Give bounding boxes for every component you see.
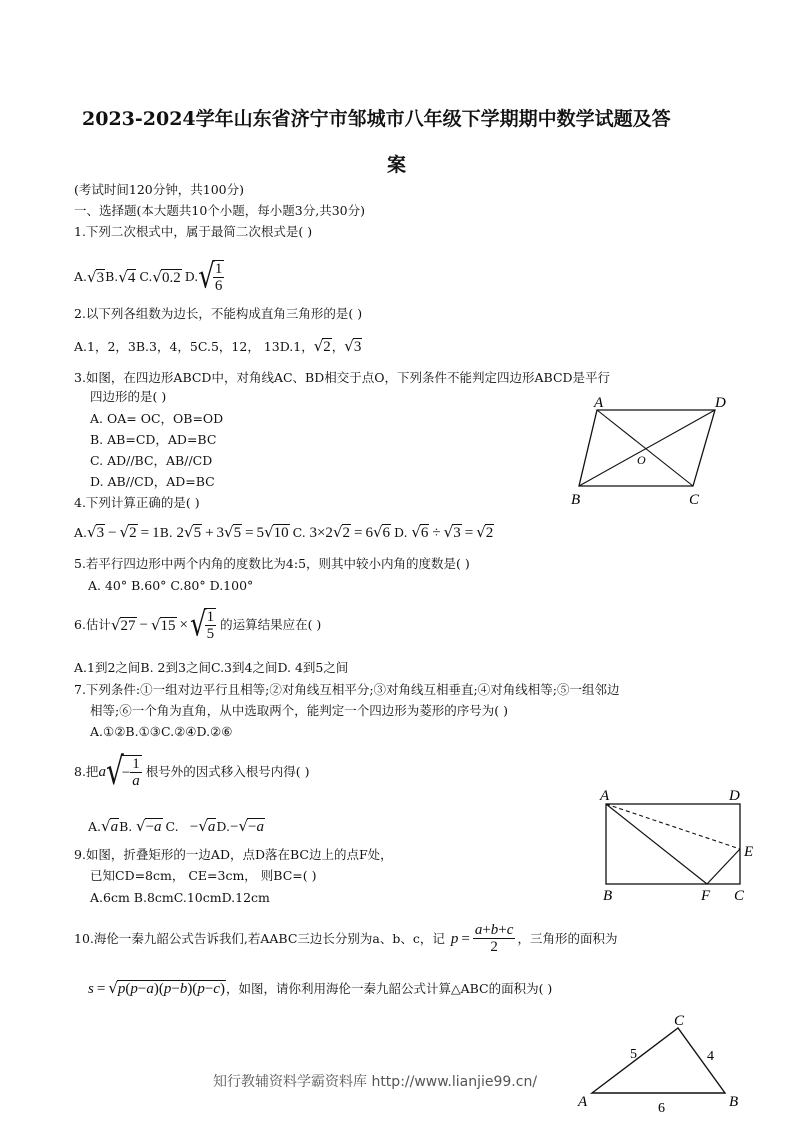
q6-line — [74, 605, 322, 645]
q1-c-radicand: 0.2 — [161, 269, 181, 286]
footer-watermark: 知行教辅资料学霸资料库 http://www.lianjie99.cn/ — [213, 1074, 538, 1090]
q10-fig-label-b: B — [729, 1094, 739, 1110]
q2-opts-text: A.1，2，3B.3，4，5C.5，12， 13D.1， — [74, 338, 314, 354]
q4-opt-c-math: 3×2√2 = 6√6 — [305, 523, 391, 541]
q8-opt-c-label: C. — [165, 818, 179, 834]
q2-sqrt2: √2 — [313, 337, 331, 355]
q8-line — [74, 749, 310, 794]
q1-opt-c-label: C. — [139, 269, 153, 284]
q10-fig-side-ab: 6 — [658, 1101, 665, 1116]
q3-stem-line1: 3.如图，在四边形ABCD中，对角线AC、BD相交于点O，下列条件不能判定四边形ABCD是平行 — [74, 370, 611, 385]
q8-fig-label-b: B — [603, 888, 613, 904]
q3-opt-c: C. AD//BC，AB//CD — [90, 453, 213, 468]
q2-options — [74, 338, 362, 355]
q1-opt-b-label: B. — [105, 269, 119, 284]
q10-fig-label-a: A — [578, 1094, 588, 1110]
q10-fig-side-ac: 5 — [630, 1047, 637, 1062]
page-title: 2023-2024学年山东省济宁市邹城市八年级下学期期中数学试题及答 — [82, 108, 671, 130]
q4-opt-b-math: 2√5 + 3√5 = 5√10 — [172, 523, 289, 541]
q8-opt-a-label: A. — [88, 818, 102, 834]
q10-triangle-figure — [570, 1008, 750, 1116]
q6-post: 的运算结果应在( ) — [220, 617, 322, 632]
q8-options — [88, 818, 265, 835]
q8-fig-label-e: E — [744, 844, 754, 860]
q4-stem: 4.下列计算正确的是( ) — [74, 495, 200, 510]
q1-opt-d-math: √ $\frac{1}{6}$ — [198, 257, 223, 297]
q8-opt-b-label: B. — [119, 818, 133, 834]
q6-options: A.1到2之间B. 2到3之间C.3到4之间D. 4到5之间 — [74, 660, 349, 675]
q4-opt-a-math: √3 − √2 = 1 — [87, 523, 160, 541]
q3-stem-line2: 四边形的是( ) — [90, 389, 167, 404]
q8-rectangle-figure — [595, 782, 765, 904]
q10-line2 — [88, 980, 552, 997]
q4-options — [74, 524, 494, 541]
q6-pre: 6.估计 — [74, 617, 111, 632]
q1-opt-a-math: √3 — [87, 267, 105, 286]
q10-line1 — [74, 922, 617, 955]
q2-r2: 2 — [323, 339, 331, 355]
q6-expression: √ 27 − √ 15 × √ $\frac{1}{5}$ — [110, 605, 215, 645]
q5-stem: 5.若平行四边形中两个内角的度数比为4:5，则其中较小内角的度数是( ) — [74, 556, 470, 571]
q3-fig-label-o: O — [637, 453, 646, 467]
q10-line2-text: ，如图，请你利用海伦一秦九韶公式计算△ABC的面积为( ) — [225, 980, 553, 996]
q10-fig-label-c: C — [674, 1013, 685, 1029]
q9-options: A.6cm B.8cmC.10cmD.12cm — [90, 890, 270, 905]
q3-fig-label-d: D — [715, 395, 726, 411]
q10-pre: 10.海伦一秦九韶公式告诉我们,若AABC三边长分别为a、b、c，记 — [74, 930, 445, 946]
q10-p-formula: p = $\frac{a+b+c}{2}$ — [450, 922, 514, 955]
q1-opt-c-math: √0.2 — [152, 267, 181, 286]
q2-r3: 3 — [353, 339, 362, 355]
q1-opt-d-label: D. — [184, 269, 199, 284]
section-heading: 一、选择题(本大题共10个小题，每小题3分,共30分) — [74, 203, 365, 218]
q1-d-num: 1 — [214, 261, 223, 277]
q9-stem-line1: 9.如图，折叠矩形的一边AD，点D落在BC边上的点F处， — [74, 847, 393, 862]
q3-fig-label-b: B — [571, 492, 581, 508]
q3-parallelogram-figure — [565, 392, 740, 510]
q2-sep: ， — [331, 338, 345, 354]
q2-sqrt3: √3 — [344, 337, 362, 355]
q8-expression: a √ − $\frac{1}{a}$ — [98, 749, 140, 794]
q1-options — [74, 257, 224, 297]
q1-a-radicand: 3 — [96, 269, 105, 286]
q8-opt-d-math: −√−a — [229, 817, 264, 835]
q8-fig-label-c: C — [734, 888, 745, 904]
q1-opt-b-math: √4 — [118, 267, 136, 286]
q4-opt-d-math: √6 ÷ √3 = √2 — [411, 523, 494, 541]
q8-fig-label-d: D — [729, 788, 740, 804]
q1-d-den: 6 — [214, 278, 223, 294]
q1-stem: 1.下列二次根式中，属于最简二次根式是( ) — [74, 224, 313, 239]
page-title-cont: 案 — [387, 154, 407, 176]
q7-stem-line2: 相等;⑥一个角为直角，从中选取两个，能判定一个四边形为菱形的序号为( ) — [90, 703, 508, 718]
q8-opt-c-math: −√a — [178, 817, 216, 835]
q8-pre: 8.把 — [74, 764, 99, 779]
q10-fig-side-bc: 4 — [707, 1049, 714, 1064]
q3-opt-d: D. AB//CD，AD=BC — [90, 474, 215, 489]
q1-b-radicand: 4 — [127, 269, 136, 286]
q8-fig-label-f: F — [701, 888, 711, 904]
q3-opt-a: A. OA= OC，OB=OD — [90, 411, 224, 426]
q10-area-formula: s = √p(p−a)(p−b)(p−c) — [88, 979, 225, 997]
q5-options: A. 40° B.60° C.80° D.100° — [88, 578, 254, 593]
q2-stem: 2.以下列各组数为边长，不能构成直角三角形的是( ) — [74, 306, 363, 321]
q10-post: ，三角形的面积为 — [517, 930, 618, 946]
q7-options: A.①②B.①③C.②④D.②⑥ — [90, 724, 233, 739]
q8-post: 根号外的因式移入根号内得( ) — [145, 764, 310, 779]
q8-fig-label-a: A — [600, 788, 610, 804]
q3-opt-b: B. AB=CD，AD=BC — [90, 432, 217, 447]
exam-info: (考试时间120分钟，共100分) — [74, 182, 244, 197]
q4-opt-b-label: B. — [159, 524, 173, 540]
q7-stem-line1: 7.下列条件:①一组对边平行且相等;②对角线互相平分;③对角线互相垂直;④对角线相等;⑤一组邻边 — [74, 682, 620, 697]
q8-opt-b-math: √−a — [136, 817, 162, 835]
q4-opt-d-label: D. — [394, 524, 408, 540]
q8-opt-a-math: √a — [101, 817, 119, 835]
q4-opt-a-label: A. — [74, 524, 88, 540]
q4-opt-c-label: C. — [292, 524, 306, 540]
q3-fig-label-c: C — [689, 492, 700, 508]
q9-stem-line2: 已知CD=8cm， CE=3cm， 则BC=( ) — [90, 868, 317, 883]
q3-fig-label-a: A — [594, 395, 604, 411]
q1-opt-a-label: A. — [74, 269, 88, 284]
q8-opt-d-label: D. — [216, 818, 230, 834]
